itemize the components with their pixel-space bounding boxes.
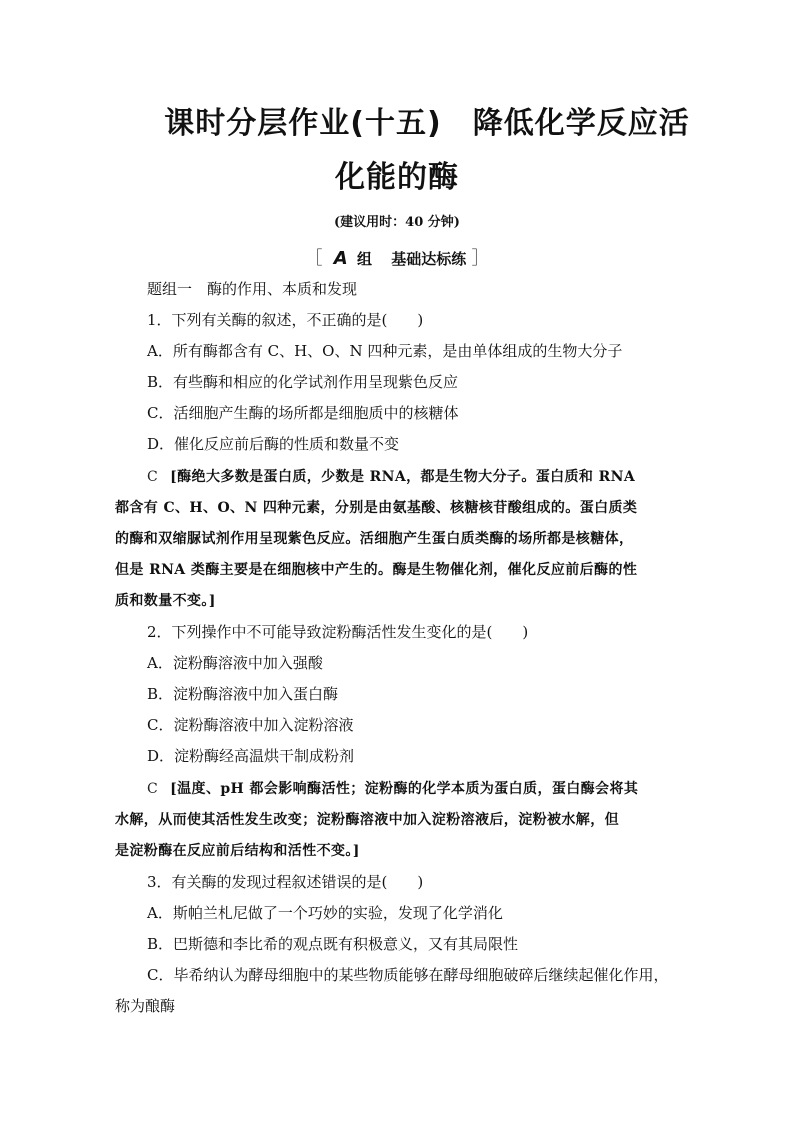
explanation-line: 但是 RNA 类酶主要是在细胞核中产生的。酶是生物催化剂，催化反应前后酶的性 bbox=[115, 562, 638, 578]
question-option: A．淀粉酶溶液中加入强酸 bbox=[147, 654, 323, 672]
explanation-line: 都含有 C、H、O、N 四种元素，分别是由氨基酸、核糖核苷酸组成的。蛋白质类 bbox=[115, 500, 638, 516]
group-label: 组 bbox=[356, 250, 372, 268]
explanation-text: [酶绝大多数是蛋白质，少数是 RNA，都是生物大分子。蛋白质和 RNA bbox=[170, 469, 636, 485]
question-option-continued: 称为酿酶 bbox=[115, 997, 176, 1015]
question-option: B．淀粉酶溶液中加入蛋白酶 bbox=[147, 685, 339, 703]
question-stem: 1．下列有关酶的叙述，不正确的是( ) bbox=[147, 311, 424, 329]
question-option: A．斯帕兰札尼做了一个巧妙的实验，发现了化学消化 bbox=[147, 904, 503, 922]
page-title-line2: 化能的酶 bbox=[335, 160, 459, 195]
explanation-line: 水解，从而使其活性发生改变；淀粉酶溶液中加入淀粉溶液后，淀粉被水解，但 bbox=[115, 812, 619, 828]
suggested-time: (建议用时：40 分钟) bbox=[334, 215, 460, 230]
section-heading: 题组一 酶的作用、本质和发现 bbox=[147, 280, 358, 298]
question-option: C．毕希纳认为酵母细胞中的某些物质能够在酵母细胞破碎后继续起催化作用， bbox=[147, 966, 669, 984]
question-option: C．活细胞产生酶的场所都是细胞质中的核糖体 bbox=[147, 404, 459, 422]
question-option: D．淀粉酶经高温烘干制成粉剂 bbox=[147, 747, 355, 765]
group-name: 基础达标练 bbox=[391, 250, 467, 268]
question-stem: 3．有关酶的发现过程叙述错误的是( ) bbox=[147, 873, 424, 891]
bracket-right: ］ bbox=[471, 248, 490, 269]
answer-letter: C bbox=[147, 781, 159, 797]
explanation-line: 质和数量不变。] bbox=[115, 593, 216, 609]
group-banner bbox=[0, 244, 794, 270]
answer-letter: C bbox=[147, 469, 159, 485]
question-stem: 2．下列操作中不可能导致淀粉酶活性发生变化的是( ) bbox=[147, 623, 529, 641]
question-option: C．淀粉酶溶液中加入淀粉溶液 bbox=[147, 716, 354, 734]
explanation-line: 是淀粉酶在反应前后结构和活性不变。] bbox=[115, 843, 360, 859]
question-option: A．所有酶都含有 C、H、O、N 四种元素，是由单体组成的生物大分子 bbox=[147, 342, 623, 360]
answer-line bbox=[147, 778, 638, 798]
explanation-line: 的酶和双缩脲试剂作用呈现紫色反应。活细胞产生蛋白质类酶的场所都是核糖体， bbox=[115, 531, 634, 547]
group-letter: A bbox=[333, 248, 348, 269]
page-title-line1: 课时分层作业(十五) 降低化学反应活 bbox=[164, 106, 690, 141]
question-option: D．催化反应前后酶的性质和数量不变 bbox=[147, 435, 400, 453]
answer-line bbox=[147, 466, 635, 486]
bracket-left: ［ bbox=[304, 248, 323, 269]
question-option: B．有些酶和相应的化学试剂作用呈现紫色反应 bbox=[147, 373, 459, 391]
question-option: B．巴斯德和李比希的观点既有积极意义，又有其局限性 bbox=[147, 935, 519, 953]
explanation-text: [温度、pH 都会影响酶活性；淀粉酶的化学本质为蛋白质，蛋白酶会将其 bbox=[170, 781, 639, 797]
